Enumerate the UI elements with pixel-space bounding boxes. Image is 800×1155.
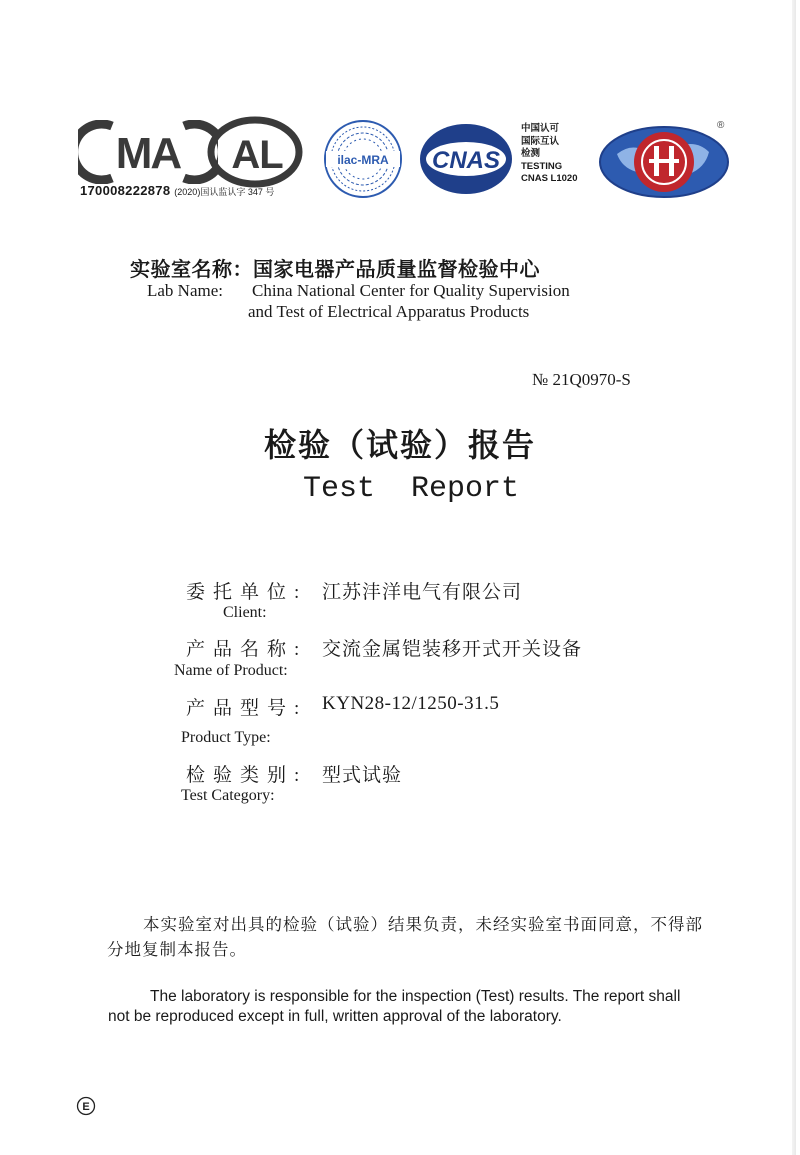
product-type-label-en: Product Type: <box>181 729 271 746</box>
cnas-caption-line: TESTING <box>521 160 563 172</box>
test-category-value: 型式试验 <box>322 765 403 786</box>
product-type-value: KYN28-12/1250-31.5 <box>322 693 500 714</box>
report-number: № 21Q0970-S <box>532 370 631 389</box>
cnas-caption-line: CNAS L1020 <box>521 173 578 184</box>
circled-e-mark <box>76 1096 96 1116</box>
cma-logo <box>78 120 218 184</box>
cma-letters: MA <box>115 129 181 178</box>
cal-logo <box>206 116 304 188</box>
cnas-caption-line: 检测 <box>521 148 541 159</box>
test-category-label-en: Test Category: <box>181 787 275 804</box>
report-title-cn: 检验（试验）报告 <box>263 427 536 463</box>
product-type-label-cn: 产品型号: <box>186 698 308 719</box>
cma-registration-note: (2020)国认监认字 347 号 <box>174 187 275 197</box>
cal-letters: AL <box>231 133 283 177</box>
cnas-caption-line: 中国认可 <box>521 123 560 134</box>
ilac-text: ilac-MRA <box>337 153 389 167</box>
product-name-label-cn: 产品名称: <box>186 639 308 660</box>
page-edge <box>792 0 796 1155</box>
lab-name-en-label: Lab Name: <box>147 281 223 300</box>
notice-en-line1: The laboratory is responsible for the inspection (Test) results. The report shall <box>150 988 681 1005</box>
client-value: 江苏沣洋电气有限公司 <box>322 582 523 603</box>
client-label-cn: 委托单位: <box>186 582 308 603</box>
cnas-text: CNAS <box>431 147 501 174</box>
lab-name-en-line2: and Test of Electrical Apparatus Products <box>248 302 530 321</box>
product-name-value: 交流金属铠装移开式开关设备 <box>322 639 583 660</box>
quality-emblem-logo <box>597 124 731 200</box>
notice-cn: 本实验室对出具的检验（试验）结果负责，未经实验室书面同意，不得部分地复制本报告。 <box>107 915 703 959</box>
svg-text:E: E <box>82 1101 90 1113</box>
notice-en-line2: not be reproduced except in full, written approval of the laboratory. <box>108 1008 562 1025</box>
client-label-en: Client: <box>223 604 267 621</box>
product-name-label-en: Name of Product: <box>174 662 288 679</box>
ilac-mra-logo <box>322 118 404 200</box>
registered-mark: ® <box>717 120 725 131</box>
test-category-label-cn: 检验类别: <box>186 765 308 786</box>
cnas-caption-line: 国际互认 <box>521 135 560 147</box>
report-title-en: Test Report <box>303 472 520 506</box>
lab-name-en-line1: China National Center for Quality Supervision <box>252 281 570 300</box>
cnas-logo <box>418 122 514 196</box>
cma-registration <box>80 183 274 198</box>
cnas-caption <box>521 123 578 186</box>
cma-registration-number: 170008222878 <box>80 183 171 198</box>
lab-name-cn: 实验室名称：国家电器产品质量监督检验中心 <box>130 259 540 281</box>
